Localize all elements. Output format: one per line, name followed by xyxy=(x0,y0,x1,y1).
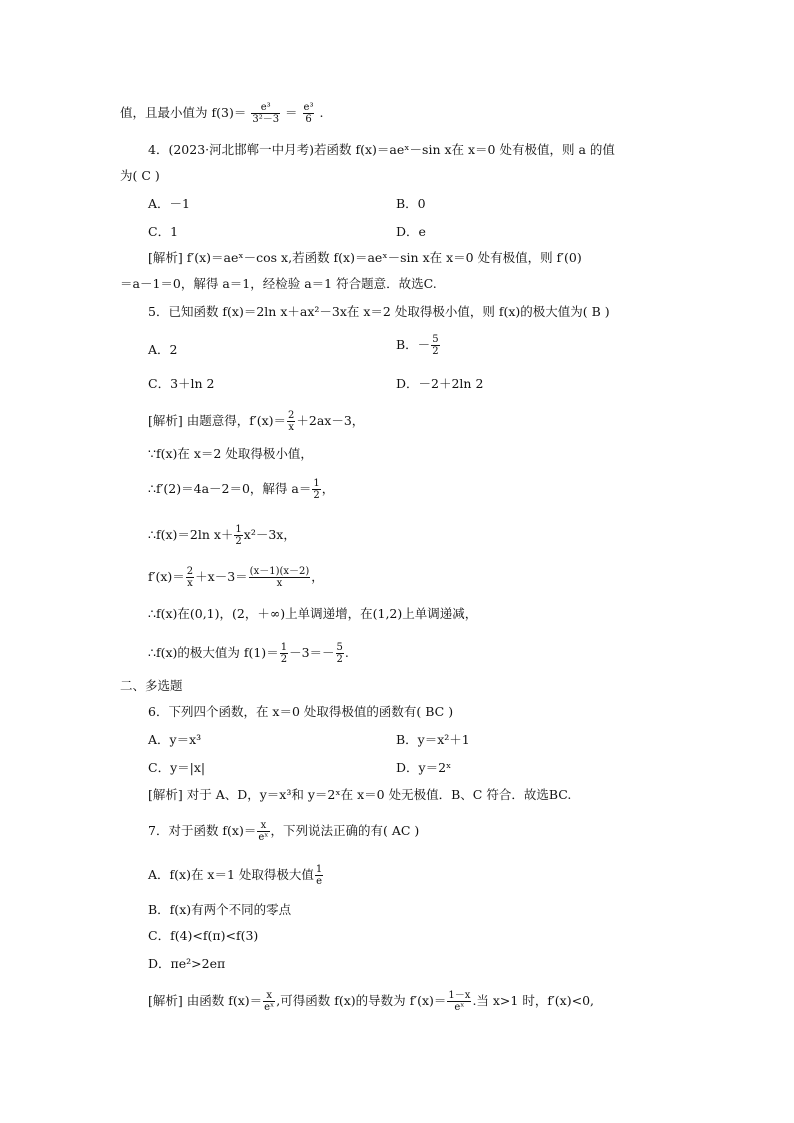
text: [解析] 由题意得，f′(x)＝ xyxy=(148,413,286,428)
q7-option-a xyxy=(148,864,324,887)
numerator: 1 xyxy=(235,524,242,535)
text: . xyxy=(344,645,349,660)
text: . xyxy=(319,105,324,120)
q5-solution-4 xyxy=(148,524,296,547)
denominator: 2 xyxy=(336,654,343,665)
denominator: x xyxy=(276,578,283,589)
text: [解析] 由函数 f(x)＝ xyxy=(148,993,263,1008)
denominator: x xyxy=(187,578,193,589)
numerator: 1 xyxy=(280,642,288,653)
text: ＋2ax－3， xyxy=(296,413,365,428)
fraction xyxy=(447,990,471,1013)
q5-solution-7 xyxy=(148,642,349,665)
text: ∴f′(2)＝4a－2＝0，解得 a＝ xyxy=(148,481,312,496)
q7-solution xyxy=(148,990,594,1013)
denominator: e xyxy=(316,876,323,887)
numerator: 2 xyxy=(288,410,295,421)
fraction xyxy=(312,478,320,501)
q4-option-b: B．0 xyxy=(396,196,426,211)
numerator: 1－x xyxy=(448,990,471,1001)
q4-solution-cont: ＝a－1＝0，解得 a＝1，经检验 a＝1 符合题意．故选C. xyxy=(120,276,437,291)
fraction xyxy=(315,864,323,887)
text: 7．对于函数 f(x)＝ xyxy=(148,823,257,838)
q5-solution-2: ∵f(x)在 x＝2 处取得极小值， xyxy=(148,446,313,461)
denominator: eˣ xyxy=(264,1002,275,1013)
text-line xyxy=(120,102,323,125)
q7-option-c: C．f(4)<f(π)<f(3) xyxy=(148,928,259,943)
q6-option-a: A．y＝x³ xyxy=(148,732,202,747)
numerator: 5 xyxy=(432,334,439,345)
fraction xyxy=(336,642,344,665)
q4-option-d: D．e xyxy=(396,224,426,239)
numerator: (x－1)(x－2) xyxy=(249,566,310,577)
q5-solution-1 xyxy=(148,410,364,433)
question-7-stem xyxy=(148,820,419,843)
denominator: 2 xyxy=(235,536,242,547)
q5-option-c: C．3＋ln 2 xyxy=(148,376,215,391)
q6-option-c: C．y＝|x| xyxy=(148,760,206,775)
denominator: 2 xyxy=(280,654,288,665)
question-6-stem: 6．下列四个函数，在 x＝0 处取得极值的函数有( BC ) xyxy=(148,704,454,719)
fraction xyxy=(303,102,315,125)
text: f′(x)＝ xyxy=(148,569,185,584)
numerator: x xyxy=(257,820,269,832)
denominator: 2 xyxy=(432,346,439,357)
denominator: eˣ xyxy=(454,1002,465,1013)
fraction xyxy=(287,410,295,433)
q5-option-a: A．2 xyxy=(148,342,178,357)
denominator: 3²－3 xyxy=(252,114,280,125)
denominator: eˣ xyxy=(258,832,269,843)
fraction xyxy=(186,566,194,589)
q4-option-a: A．－1 xyxy=(148,196,190,211)
q5-solution-6: ∴f(x)在(0,1)，(2，＋∞)上单调递增，在(1,2)上单调递减， xyxy=(148,606,478,621)
text: ∴f(x)的极大值为 f(1)＝ xyxy=(148,645,279,660)
q5-solution-3 xyxy=(148,478,334,501)
fraction xyxy=(431,334,439,357)
q5-option-b xyxy=(396,334,441,357)
numerator: 5 xyxy=(336,642,343,653)
numerator: 2 xyxy=(186,566,194,577)
question-4-stem: 4．(2023·河北邯郸一中月考)若函数 f(x)＝aeˣ－sin x在 x＝0 处有极值，则 a 的值 xyxy=(148,142,615,157)
fraction xyxy=(251,102,280,125)
q7-option-b: B．f(x)有两个不同的零点 xyxy=(148,902,292,917)
q4-solution: [解析] f′(x)＝aeˣ－cos x,若函数 f(x)＝aeˣ－sin x在 x＝0 处有极值，则 f′(0) xyxy=(148,250,582,265)
text: A．f(x)在 x＝1 处取得极大值 xyxy=(148,867,314,882)
fraction xyxy=(234,524,242,547)
text: 值，且最小值为 xyxy=(120,105,208,120)
text: ＝ xyxy=(285,105,298,120)
text: x²－3x， xyxy=(243,527,296,542)
denominator: 2 xyxy=(313,490,320,501)
question-4-stem-cont: 为( C ) xyxy=(120,168,160,183)
numerator: 1 xyxy=(315,864,323,875)
section-heading: 二、多选题 xyxy=(120,678,183,693)
q4-option-c: C．1 xyxy=(148,224,179,239)
text: ， xyxy=(311,569,324,584)
numerator: e³ xyxy=(251,102,280,114)
numerator: x xyxy=(263,990,275,1002)
q6-option-d: D．y＝2ˣ xyxy=(396,760,452,775)
text: ,可得函数 f(x)的导数为 f′(x)＝ xyxy=(276,993,447,1008)
q6-solution: [解析] 对于 A、D，y＝x³和 y＝2ˣ在 x＝0 处无极值．B、C 符合．故选BC. xyxy=(148,787,572,802)
q5-option-d: D．－2＋2ln 2 xyxy=(396,376,484,391)
text: f(3)＝ xyxy=(211,105,247,120)
text: B．－ xyxy=(396,337,431,352)
text: ， xyxy=(321,481,335,496)
text: ∴f(x)＝2ln x＋ xyxy=(148,527,234,542)
fraction xyxy=(249,566,311,589)
text: －3＝－ xyxy=(289,645,335,660)
fraction xyxy=(280,642,288,665)
question-5-stem: 5．已知函数 f(x)＝2ln x＋ax²－3x在 x＝2 处取得极小值，则 f(x)的极大值为( B ) xyxy=(148,304,610,319)
fraction xyxy=(263,990,275,1013)
text: .当 x>1 时，f′(x)<0, xyxy=(472,993,595,1008)
denominator: x xyxy=(288,422,294,433)
q7-option-d: D．πe²>2eπ xyxy=(148,956,226,971)
q6-option-b: B．y＝x²＋1 xyxy=(396,732,470,747)
text: ，下列说法正确的有( AC ) xyxy=(270,823,420,838)
numerator: 1 xyxy=(313,478,320,489)
q5-solution-5 xyxy=(148,566,324,589)
fraction xyxy=(257,820,269,843)
numerator: e³ xyxy=(303,102,314,113)
text: ＋x－3＝ xyxy=(195,569,248,584)
denominator: 6 xyxy=(305,114,312,125)
